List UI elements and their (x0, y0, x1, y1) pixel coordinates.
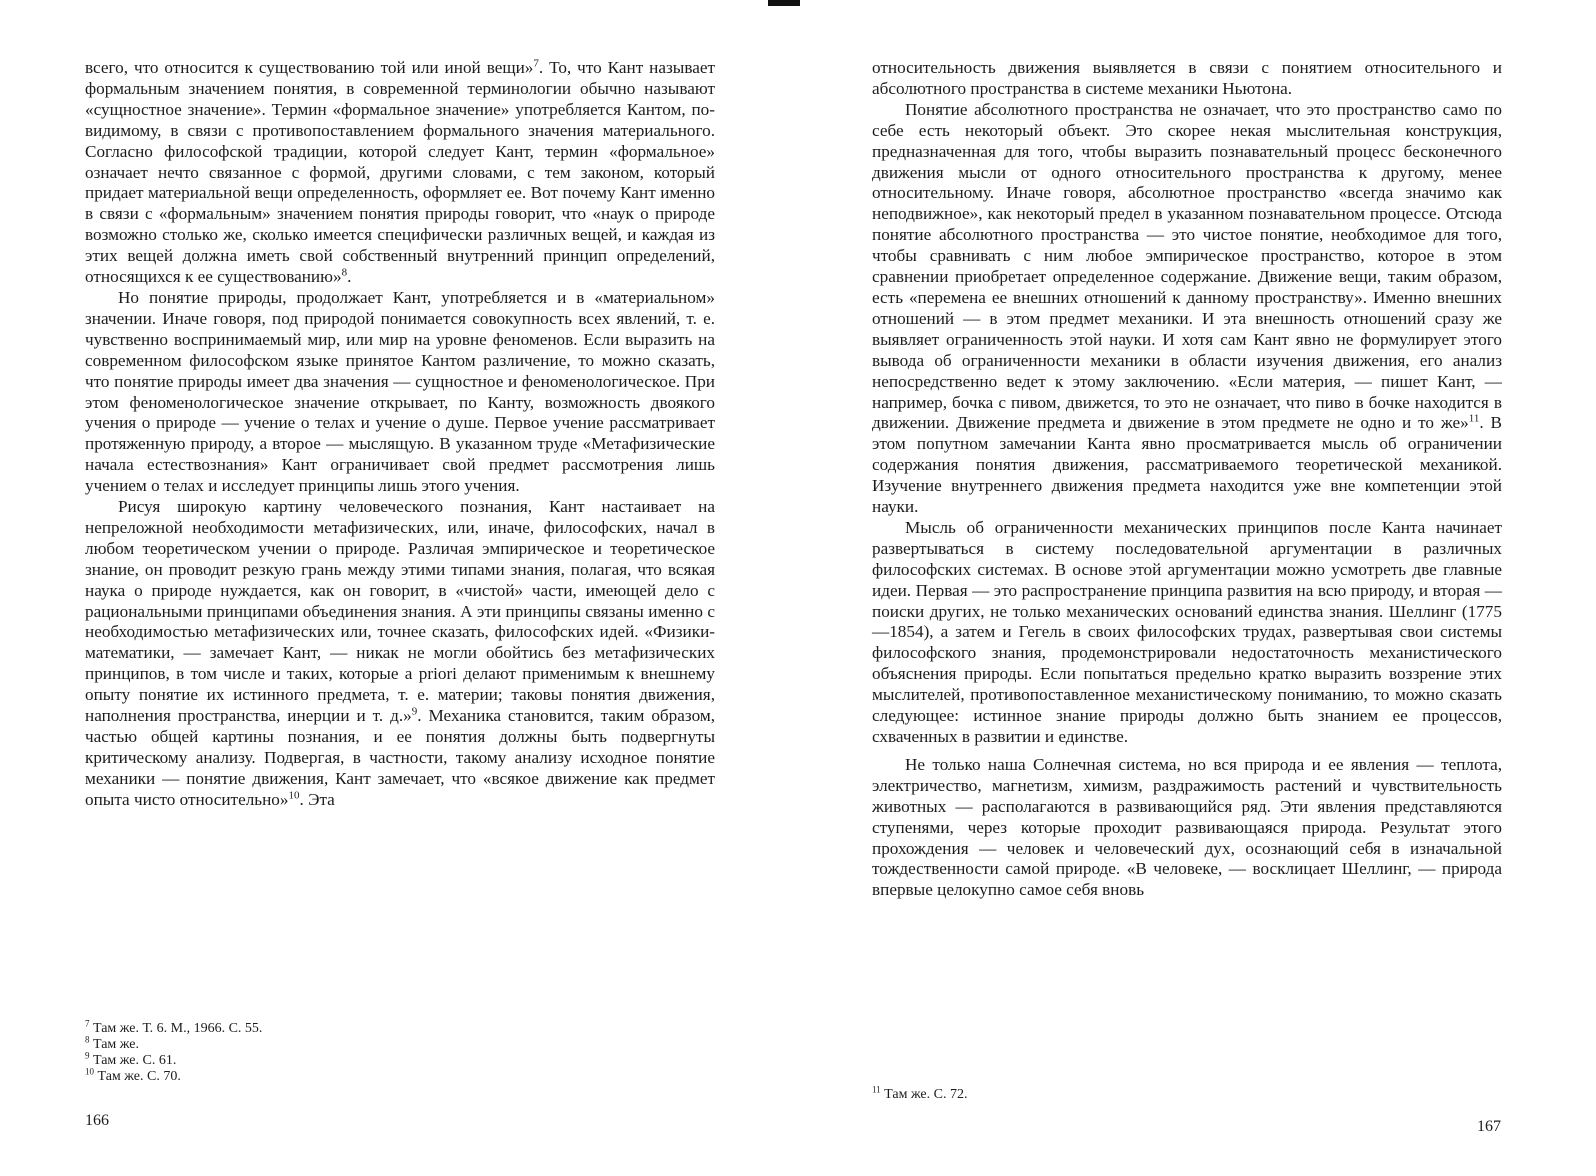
paragraph (85, 288, 715, 497)
right-page-body (872, 58, 1502, 901)
footnote (872, 1084, 968, 1103)
paragraph (85, 497, 715, 811)
left-page (85, 57, 716, 1129)
paragraph (872, 755, 1502, 901)
footnote-text: Там же. С. 70. (97, 1069, 181, 1084)
footnote (85, 1066, 262, 1085)
footnote-number: 8 (85, 1034, 90, 1045)
footnote-number: 9 (85, 1050, 90, 1061)
footnote-text: Там же. С. 72. (884, 1087, 968, 1102)
text-segment: Но понятие природы, продолжает Кант, употребляется и в «материальном» значении. Иначе говоря, под природой понимается совокупность всех явлений, т. е. чувственно воспринимаемый мир, или мир на уровне феноменов. Если выразить на современном философском языке принятое Кантом различение, то можно сказать, что понятие природы имеет два значения — сущностное и феноменологическое. При этом феноменологическое значение открывает, по Канту, возможность двоякого учения о природе — учение о телах и учение о душе. Первое учение рассматривает протяженную природу, а второе — мыслящую. В указанном труде «Метафизические начала естествознания» Кант ограничивает свой предмет рассмотрения лишь учением о телах и исследует принципы лишь этого учения. (85, 287, 715, 496)
left-page-footnotes (85, 1018, 263, 1085)
footnote-text: Там же. С. 61. (93, 1053, 177, 1068)
footnote-marker: 10 (288, 788, 300, 801)
text-segment: . Механика становится, таким образом, частью общей картины познания, и ее понятия должны быть подвергнуты критическому анализу. Подвергая, в частности, такому анализу исходное понятие механики — понятие движения, Кант замечает, что «всякое движение как предмет опыта чисто относительно» (85, 706, 716, 809)
paragraph (872, 518, 1502, 748)
footnote-marker: 8 (341, 266, 348, 279)
left-page-number: 166 (85, 1112, 109, 1129)
text-segment: Рисуя широкую картину человеческого познания, Кант настаивает на непреложной необходимости метафизических, или, иначе, философских, начал в любом теоретическом учении о природе. Различая эмпирическое и теоретическое знание, он проводит резкую грань между этими типами знания, полагая, что всякая наука о природе нуждается, как он говорит, в «чистой» части, имеющей дело с рациональными принципами объединения знания. А эти принципы связаны именно с необходимостью метафизических или, точнее сказать, философских идей. «Физики-математики, — замечает Кант, — никак не могли обойтись без метафизических принципов, в том числе и таких, которые a priori делают применимым к внешнему опыту понятие их истинного предмета, т. е. материи; таковы понятия движения, наполнения пространства, инерции и т. д.» (85, 497, 715, 726)
scan-artifact-mark (768, 0, 800, 6)
right-page (872, 58, 1502, 1135)
text-segment: . (347, 267, 352, 287)
paragraph (872, 58, 1502, 100)
footnote (85, 1050, 262, 1069)
text-segment: . То, что Кант называет формальным значением понятия, в современной терминологии обычно называют «сущностное значение». Термин «формальное значение» употребляется Кантом, по-видимому, в связи с противопоставлением формального значения материального. Согласно философской традиции, которой следует Кант, термин «формальное» означает нечто связанное с формой, другими словами, с тем законом, который придает материальной вещи определенность, оформляет ее. Вот почему Кант именно в связи с «формальным» значением понятия природы говорит, что «наук о природе возможно столько же, сколько имеется специфически различных вещей, и каждая из этих вещей должна иметь свой собственный внутренний принцип определений, относящихся к ее существованию» (85, 58, 716, 287)
footnote-marker: 9 (411, 705, 418, 718)
text-segment: Понятие абсолютного пространства не означает, что это пространство само по себе есть некоторый объект. Это скорее некая мыслительная конструкция, предназначенная для того, чтобы выразить познавательный процесс бесконечного движения мысли от одного относительного пространства к другому, менее относительному. Иначе говоря, абсолютное пространство «всегда значимо как неподвижное», как некоторый предел в указанном познавательном процессе. Отсюда понятие абсолютного пространства — это чистое понятие, необходимое для того, чтобы сравнивать с ним любое эмпирическое пространство, которое в этом сравнении приобретает определенное содержание. Движение вещи, таким образом, есть «перемена ее внешних отношений к данному пространству». Именно внешних отношений — в этом предмет механики. И эта внешность отношений сразу же выявляет ограниченность этой науки. И хотя сам Кант явно не формулирует этого вывода об ограниченности механики в области изучения движения, его анализ непосредственно ведет к этому заключению. «Если материя, — пишет Кант, — например, бочка с пивом, движется, то это не означает, что пиво в бочке находится в движении. Движение предмета и движение в этом предмете не одно и то же» (872, 99, 1502, 433)
footnote-text: Там же. (93, 1037, 139, 1052)
left-page-body (85, 58, 715, 811)
text-segment: . В этом попутном замечании Канта явно просматривается мысль об ограничении содержания понятия движения, рассматриваемого теоретической механикой. Изучение внутреннего движения предмета находится уже вне компетенции этой науки. (872, 413, 1502, 517)
footnote-marker: 7 (533, 57, 539, 70)
footnote-number: 11 (872, 1084, 881, 1095)
footnote-text: Там же. Т. 6. М., 1966. С. 55. (93, 1021, 263, 1036)
right-page-number: 167 (1477, 1118, 1501, 1135)
footnote-marker: 11 (1468, 412, 1480, 425)
paragraph (872, 100, 1502, 518)
text-segment: всего, что относится к существованию той или иной вещи» (85, 58, 534, 77)
text-segment: Не только наша Солнечная система, но вся природа и ее явления — теплота, электричество, магнетизм, химизм, раздражимость растений и чувствительность животных — располагаются в развивающийся ряд. Эти явления представляются ступенями, через которые проходит развивающаяся природа. Результат этого прохождения — человек и человеческий дух, осознающий себя в изначальной тождественности самой природе. «В человеке, — восклицает Шеллинг, — природа впервые целокупно самое себя вновь (872, 754, 1502, 900)
text-segment: Мысль об ограниченности механических принципов после Канта начинает развертываться в систему последовательной аргументации в различных философских системах. В основе этой аргументации можно усмотреть две главные идеи. Первая — это распространение принципа развития на всю природу, и вторая — поиски других, не только механических оснований единства знания. Шеллинг (1775—1854), а затем и Гегель в своих философских трудах, развертывая свои системы философского знания, продемонстрировали недостаточность механистического объяснения природы. Если попытаться предельно кратко выразить воззрение этих мыслителей, противопоставленное механистическому пониманию, то можно сказать следующее: истинное знание природы должно быть знанием ее процессов, схваченных в развитии и единстве. (872, 517, 1502, 746)
footnote (85, 1034, 262, 1053)
footnote-number: 10 (85, 1066, 94, 1077)
paragraph (85, 58, 715, 288)
footnote (85, 1018, 263, 1037)
right-page-footnotes (872, 1084, 968, 1103)
text-segment: . Эта (299, 789, 335, 809)
footnote-number: 7 (85, 1018, 90, 1029)
text-segment: относительность движения выявляется в связи с понятием относительного и абсолютного пространства в системе механики Ньютона. (872, 58, 1502, 98)
